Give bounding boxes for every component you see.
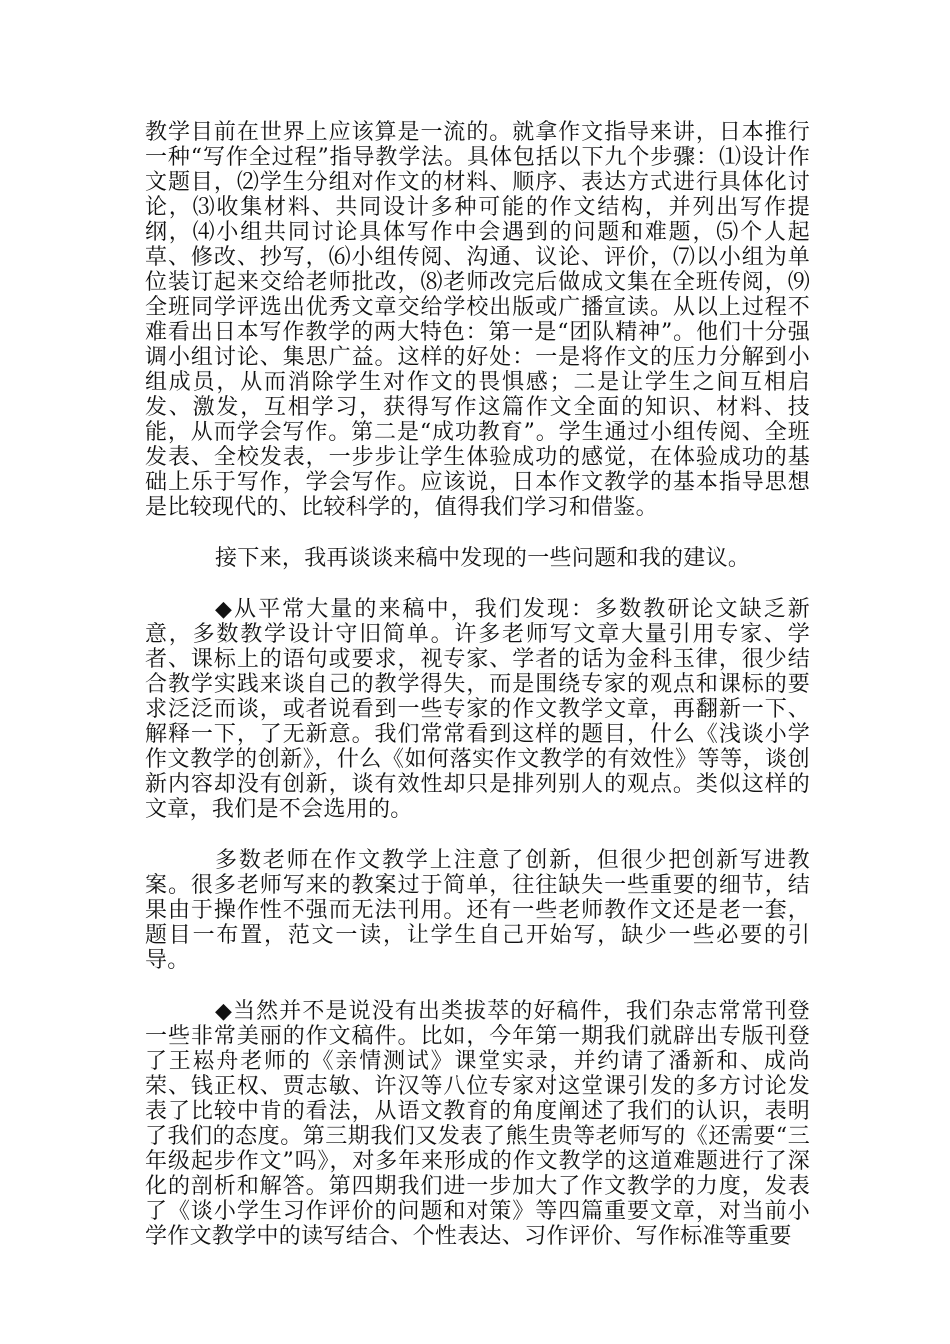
paragraph-transition: 接下来，我再谈谈来稿中发现的一些问题和我的建议。 [215, 546, 751, 571]
paragraph-japan-writing-method: 教学目前在世界上应该算是一流的。就拿作文指导来讲，日本推行一种“写作全过程”指导教学法。具体包括以下九个步骤：⑴设计作文题目，⑵学生分组对作文的材料、顺序、表达方式进行具体化讨论，⑶收集材料、共同设计多种可能的作文结构，并列出写作提纲，⑷小组共同讨论具体写作中会遇到的问题和难题，⑸个人起草、修改、抄写，⑹小组传阅、沟通、议论、评价，⑺以小组为单位装订起来交给老师批改，⑻老师改完后做成文集在全班传阅，⑼全班同学评选出优秀文章交给学校出版或广播宣读。从以上过程不难看出日本写作教学的两大特色：第一是“团队精神”。他们十分强调小组讨论、集思广益。这样的好处：一是将作文的压力分解到小组成员，从而消除学生对作文的畏惧感；二是让学生之间互相启发、激发，互相学习，获得写作这篇作文全面的知识、材料、技能，从而学会写作。第二是“成功教育”。学生通过小组传阅、全班发表、全校发表，一步步让学生体验成功的感觉，在体验成功的基础上乐于写作，学会写作。应该说，日本作文教学的基本指导思想是比较现代的、比较科学的，值得我们学习和借鉴。 [145, 120, 810, 520]
document-body [145, 120, 810, 1249]
paragraph-problems-submissions: ◆从平常大量的来稿中，我们发现：多数教研论文缺乏新意，多数教学设计守旧简单。许多老师写文章大量引用专家、学者、课标上的语句或要求，视专家、学者的话为金科玉律，很少结合教学实践来谈自己的教学得失，而是围绕专家的观点和课标的要求泛泛而谈，或者说看到一些专家的作文教学文章，再翻新一下、解释一下，了无新意。我们常常看到这样的题目，什么《浅谈小学作文教学的创新》，什么《如何落实作文教学的有效性》等等，谈创新内容却没有创新，谈有效性却只是排列别人的观点。类似这样的文章，我们是不会选用的。 [145, 597, 810, 822]
paragraph-lesson-plans: 多数老师在作文教学上注意了创新，但很少把创新写进教案。很多老师写来的教案过于简单，往往缺失一些重要的细节，结果由于操作性不强而无法刊用。还有一些老师教作文还是老一套，题目一布置，范文一读，让学生自己开始写，缺少一些必要的引导。 [145, 848, 810, 973]
paragraph-good-submissions: ◆当然并不是说没有出类拔萃的好稿件，我们杂志常常刊登一些非常美丽的作文稿件。比如，今年第一期我们就辟出专版刊登了王崧舟老师的《亲情测试》课堂实录，并约请了潘新和、成尚荣、钱正权、贾志敏、许汉等八位专家对这堂课引发的多方讨论发表了比较中肯的看法，从语文教育的角度阐述了我们的认识，表明了我们的态度。第三期我们又发表了熊生贵等老师写的《还需要“三年级起步作文”吗》，对多年来形成的作文教学的这道难题进行了深化的剖析和解答。第四期我们进一步加大了作文教学的力度，发表了《谈小学生习作评价的问题和对策》等四篇重要文章，对当前小学作文教学中的读写结合、个性表达、习作评价、写作标准等重要 [145, 999, 810, 1249]
